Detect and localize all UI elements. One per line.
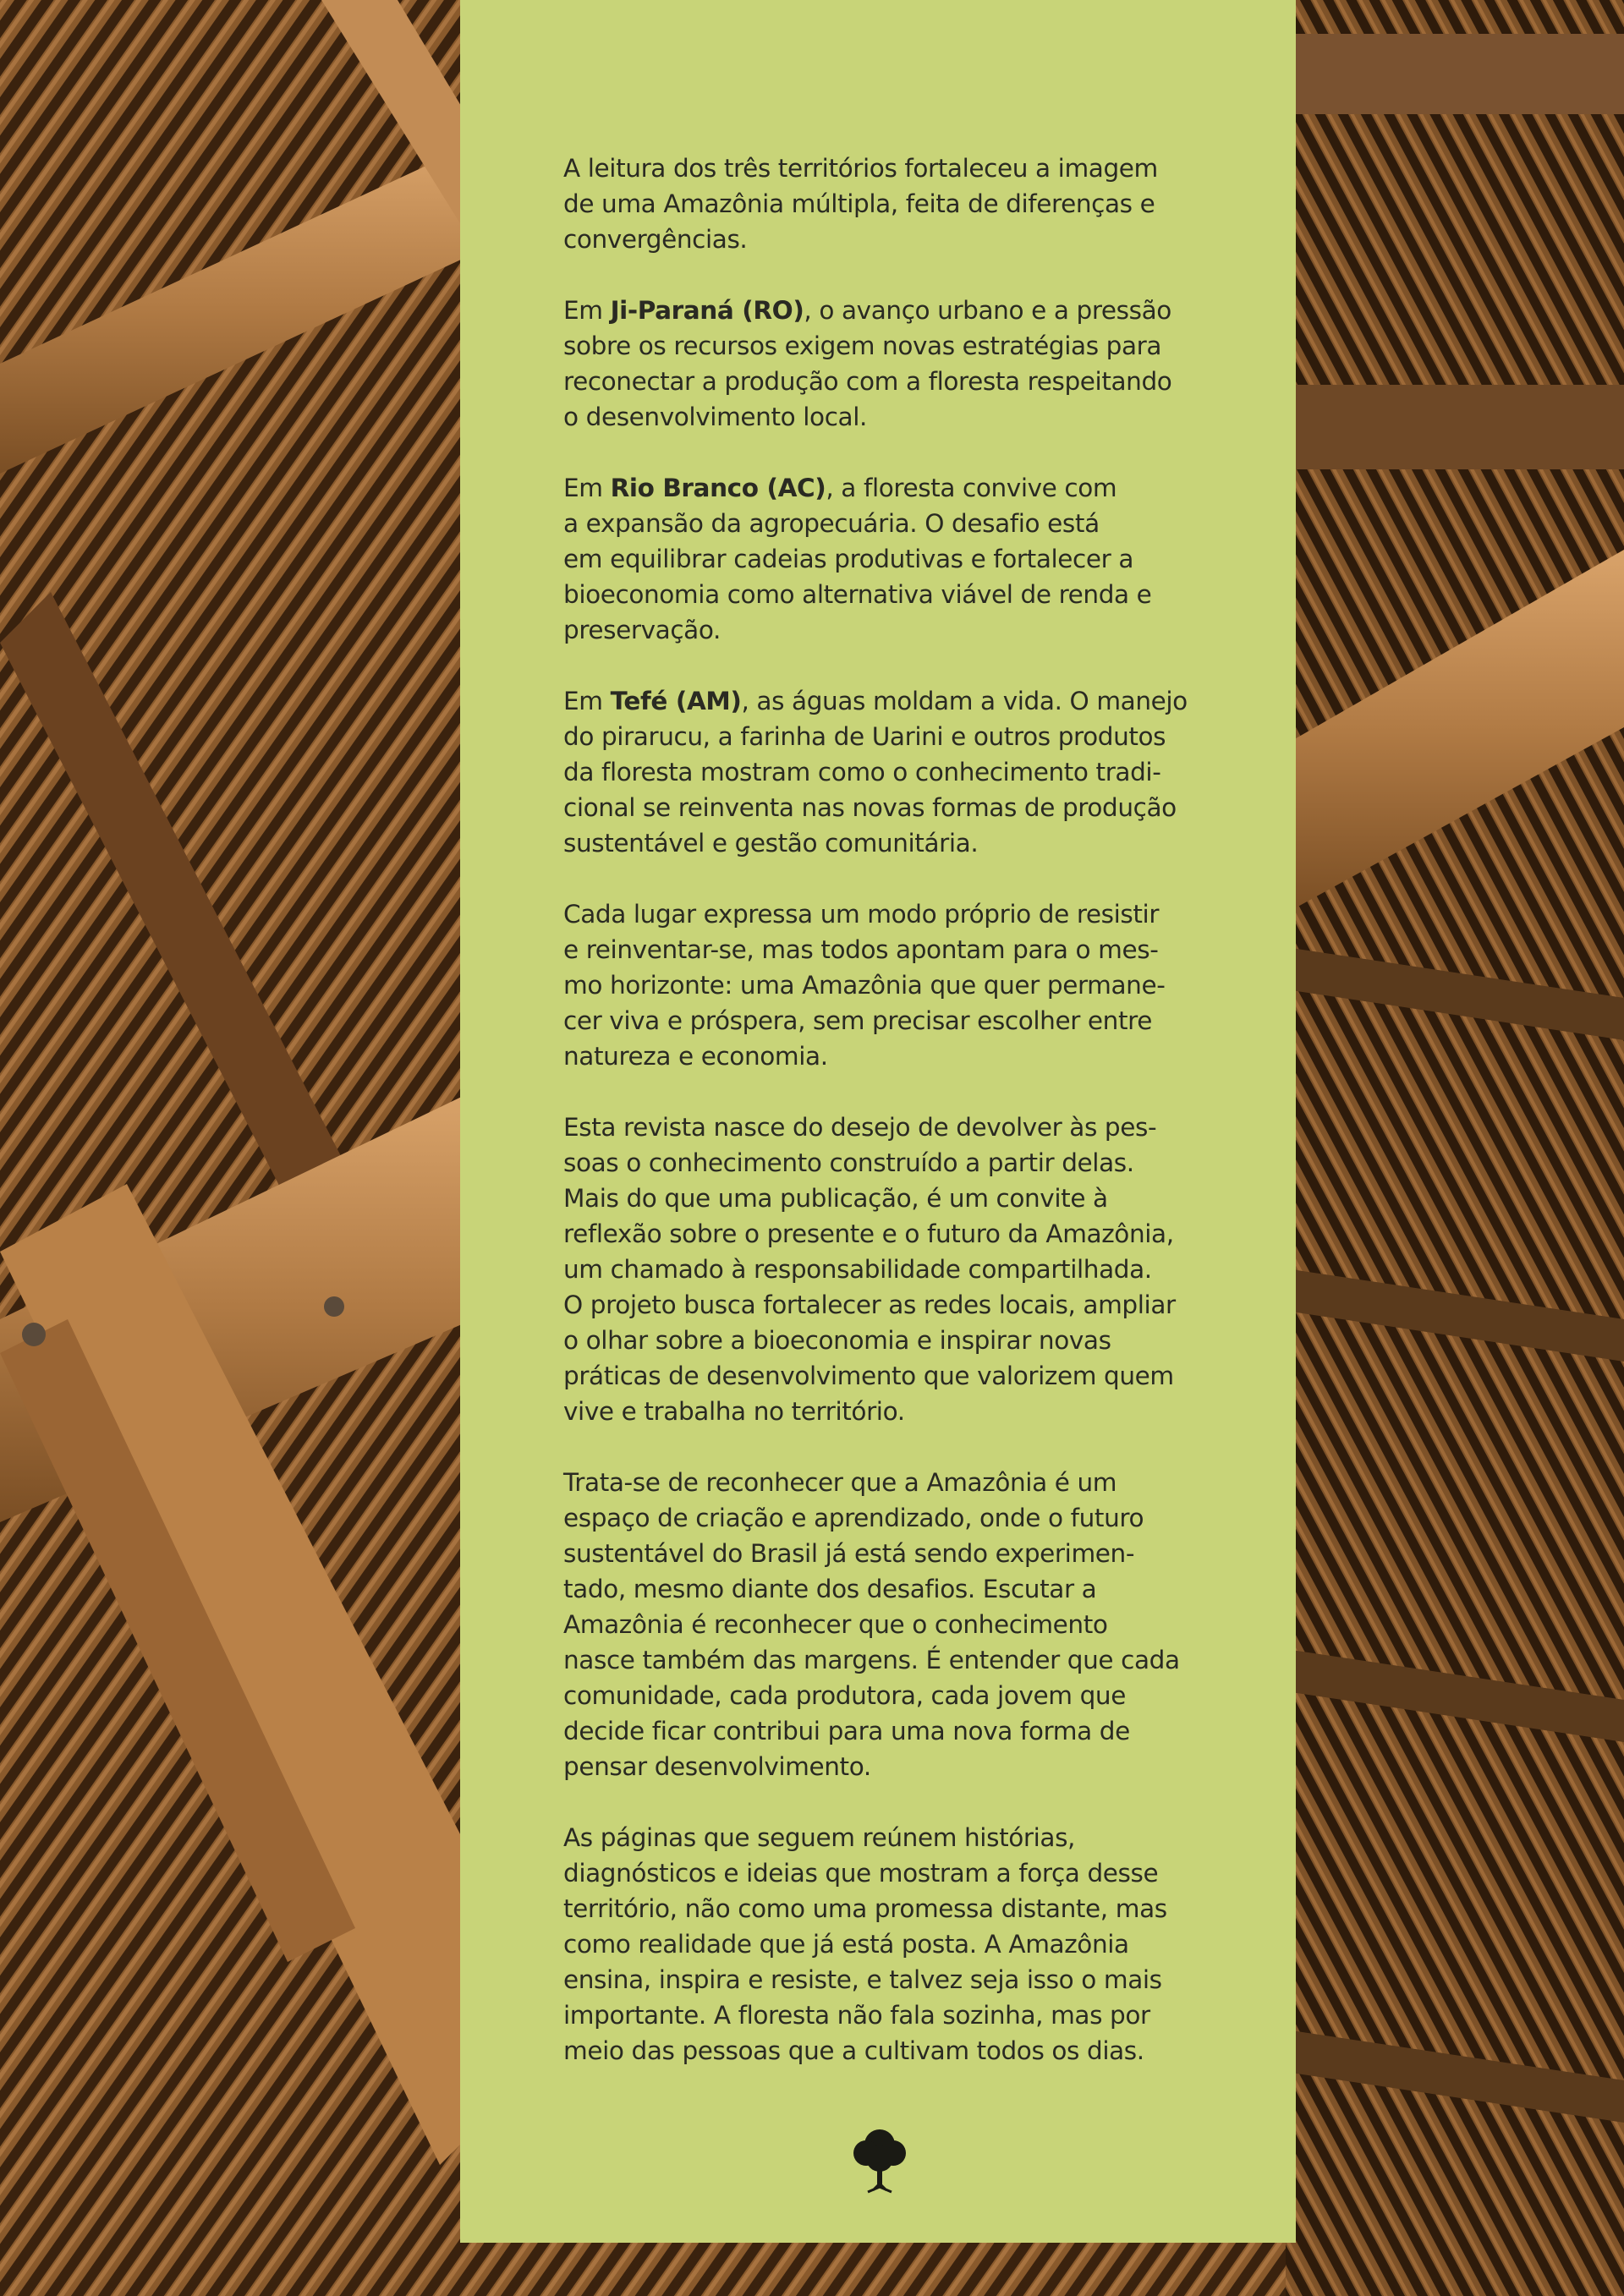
place-name: Rio Branco (AC): [610, 474, 826, 502]
paragraph-lead: Em: [563, 687, 611, 715]
paragraph-text: A leitura dos três territórios fortaleceu a imagem de uma Amazônia múltipla, feita de diferenças e convergências.: [563, 154, 1158, 254]
paragraph-text: As páginas que seguem reúnem histórias, diagnósticos e ideias que mostram a força desse território, não como uma promessa distante, mas como realidade que já está posta. A Amazônia ensina, inspira e resiste, e talvez seja isso o mais importante. A floresta não fala sozinha, mas por meio das pessoas que a cultivam todos os dias.: [563, 1823, 1167, 2065]
paragraph: [563, 1110, 1206, 1429]
paragraph-lead: Em: [563, 474, 611, 502]
paragraph-text: Cada lugar expressa um modo próprio de resistir e reinventar-se, mas todos apontam para o mes- mo horizonte: uma Amazônia que quer permane- cer viva e próspera, sem precisar escolher entre natureza e economia.: [563, 900, 1166, 1071]
paragraph: [563, 1465, 1206, 1784]
paragraph: [563, 896, 1206, 1074]
paragraph-lead: Em: [563, 296, 611, 325]
paragraph-text: Trata-se de reconhecer que a Amazônia é um espaço de criação e aprendizado, onde o futuro sustentável do Brasil já está sendo experimen- tado, mesmo diante dos desafios. Escutar a Amazônia é reconhecer que o conhecimento nasce também das margens. É entender que cada comunidade, cada produtora, cada jovem que decide ficar contribui para uma nova forma de pensar desenvolvimento.: [563, 1468, 1180, 1781]
article-body: [563, 151, 1206, 2104]
paragraph: [563, 151, 1206, 257]
paragraph-text: , as águas moldam a vida. O manejo do pirarucu, a farinha de Uarini e outros produtos da floresta mostram como o conhecimento tradi- cional se reinventa nas novas formas de produção sustentável e gestão comunitária.: [563, 687, 1188, 858]
paragraph: [563, 293, 1206, 435]
paragraph-text: Esta revista nasce do desejo de devolver às pes- soas o conhecimento construído a partir delas. Mais do que uma publicação, é um convite à reflexão sobre o presente e o futuro da Amazônia, um chamado à responsabilidade compartilhada. O projeto busca fortalecer as redes locais, ampliar o olhar sobre a bioeconomia e inspirar novas práticas de desenvolvimento que valorizem quem vive e trabalha no território.: [563, 1113, 1176, 1426]
paragraph-text: , o avanço urbano e a pressão sobre os recursos exigem novas estratégias para reconectar a produção com a floresta respeitando o desenvolvimento local.: [563, 296, 1172, 431]
paragraph: [563, 1820, 1206, 2069]
text-panel: [460, 0, 1296, 2243]
paragraph: [563, 470, 1206, 648]
tree-icon: [849, 2124, 910, 2194]
place-name: Ji-Paraná (RO): [610, 296, 804, 325]
paragraph: [563, 683, 1206, 861]
paragraph-text: , a floresta convive com a expansão da agropecuária. O desafio está em equilibrar cadeias produtivas e fortalecer a bioeconomia como alternativa viável de renda e preservação.: [563, 474, 1152, 644]
place-name: Tefé (AM): [610, 687, 742, 715]
